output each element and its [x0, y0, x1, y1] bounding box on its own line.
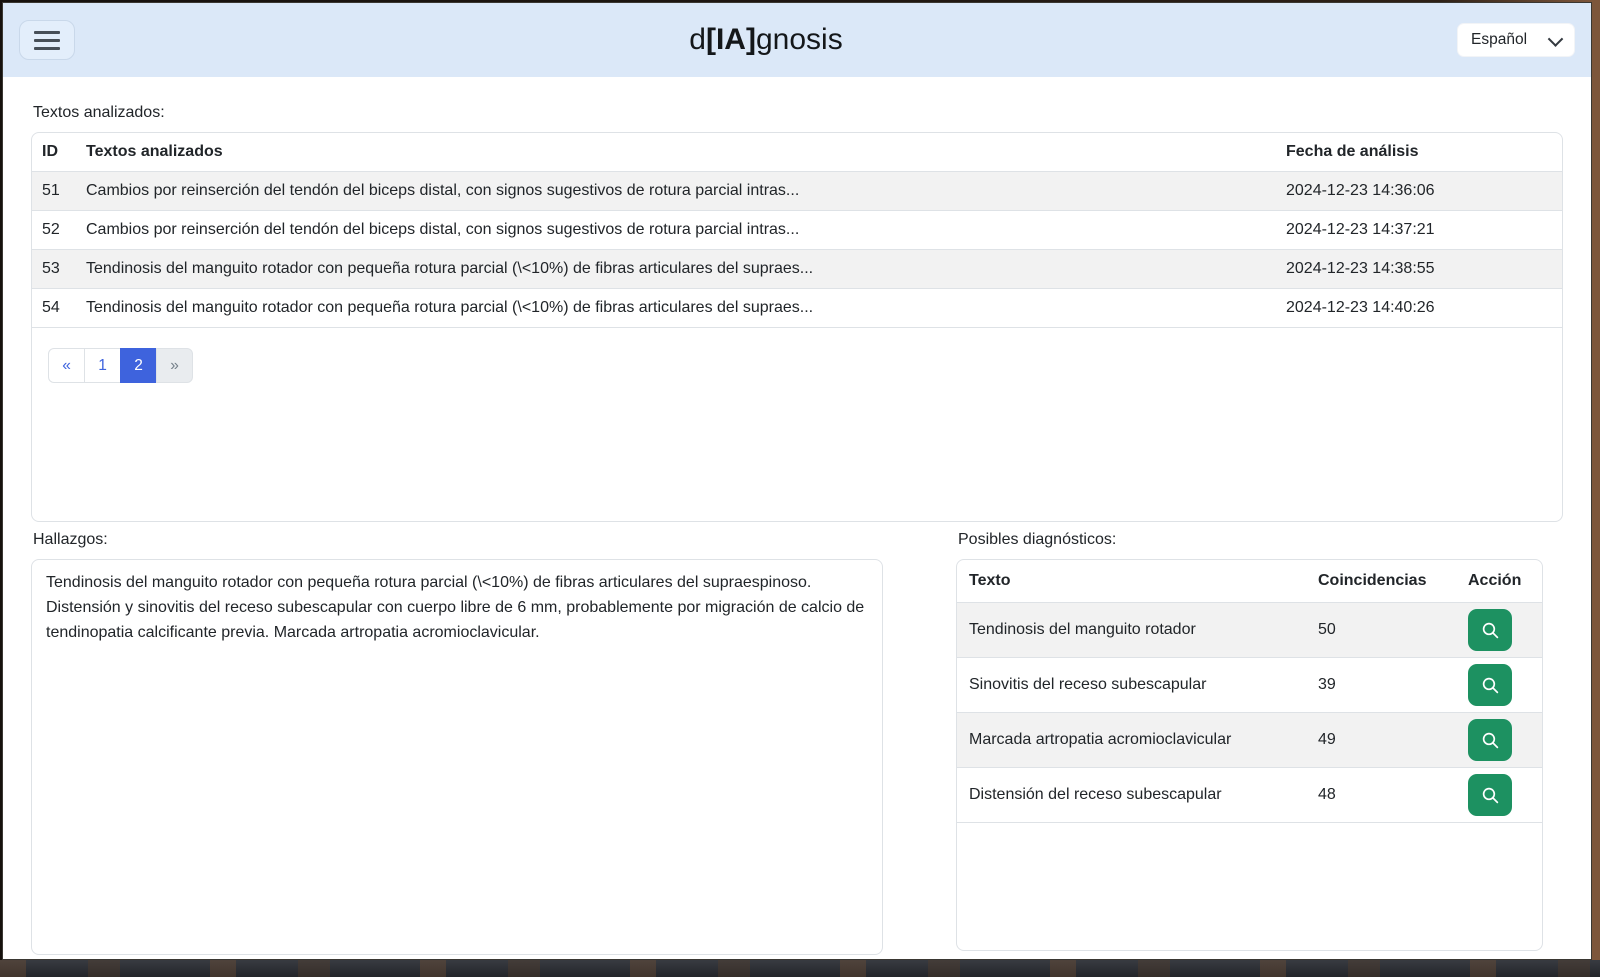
column-header-text: Textos analizados — [76, 133, 1276, 172]
main-content — [3, 77, 1591, 955]
diagnosis-row — [957, 713, 1542, 768]
diagnosis-text: Marcada artropatia acromioclavicular — [957, 713, 1306, 768]
search-icon — [1481, 786, 1500, 805]
pagination-page-2-active[interactable]: 2 — [120, 348, 157, 383]
language-select-value: Español — [1471, 31, 1528, 48]
pagination-next-button[interactable]: » — [156, 348, 193, 383]
findings-label: Hallazgos: — [33, 531, 108, 548]
findings-block — [31, 530, 883, 955]
row-id: 51 — [32, 172, 76, 211]
diagnoses-label: Posibles diagnósticos: — [958, 531, 1117, 548]
app-header — [3, 3, 1591, 77]
column-header-diagnosis-text: Texto — [957, 560, 1306, 603]
column-header-id: ID — [32, 133, 76, 172]
page-title — [75, 23, 1457, 57]
table-row[interactable] — [32, 172, 1562, 211]
row-date: 2024-12-23 14:38:55 — [1276, 250, 1562, 289]
column-header-matches: Coincidencias — [1306, 560, 1456, 603]
title-post: gnosis — [755, 23, 843, 56]
analyzed-texts-card — [31, 132, 1563, 522]
diagnoses-header-row — [957, 560, 1542, 603]
diagnoses-card — [956, 559, 1543, 951]
table-row[interactable] — [32, 211, 1562, 250]
diagnosis-text: Sinovitis del receso subescapular — [957, 658, 1306, 713]
title-bold: [IA] — [705, 23, 756, 56]
search-icon — [1481, 731, 1500, 750]
chevron-down-icon — [1548, 31, 1564, 47]
diagnosis-matches: 49 — [1306, 713, 1456, 768]
row-id: 53 — [32, 250, 76, 289]
search-icon — [1481, 621, 1500, 640]
menu-button[interactable] — [19, 20, 75, 60]
analyzed-header-row — [32, 133, 1562, 172]
row-date: 2024-12-23 14:40:26 — [1276, 289, 1562, 328]
row-text: Cambios por reinserción del tendón del biceps distal, con signos sugestivos de rotura parcial intras... — [76, 211, 1276, 250]
pagination — [48, 348, 193, 383]
diagnoses-table — [957, 560, 1542, 823]
table-row[interactable] — [32, 289, 1562, 328]
table-row[interactable] — [32, 250, 1562, 289]
column-header-date: Fecha de análisis — [1276, 133, 1562, 172]
analyzed-texts-table — [32, 133, 1562, 328]
row-text: Tendinosis del manguito rotador con pequeña rotura parcial (\<10%) de fibras articulares del supraes... — [76, 289, 1276, 328]
diagnosis-matches: 50 — [1306, 603, 1456, 658]
search-diagnosis-button[interactable] — [1468, 774, 1512, 816]
bottom-section — [31, 530, 1563, 955]
diagnosis-row — [957, 603, 1542, 658]
findings-textarea[interactable]: Tendinosis del manguito rotador con pequeña rotura parcial (\<10%) de fibras articulares del supraespinoso. Distensión y sinovitis del receso subescapular con cuerpo libre de 6 mm, probablemente por migración de calcio de tendinopatia calcificante previa. Marcada artropatia acromioclavicular. — [31, 559, 883, 955]
diagnosis-text: Tendinosis del manguito rotador — [957, 603, 1306, 658]
diagnosis-matches: 48 — [1306, 768, 1456, 823]
row-date: 2024-12-23 14:37:21 — [1276, 211, 1562, 250]
pagination-first-button[interactable]: « — [48, 348, 85, 383]
app-window — [2, 2, 1592, 960]
row-id: 54 — [32, 289, 76, 328]
diagnosis-row — [957, 768, 1542, 823]
language-select[interactable] — [1457, 23, 1575, 57]
row-id: 52 — [32, 211, 76, 250]
row-text: Tendinosis del manguito rotador con pequeña rotura parcial (\<10%) de fibras articulares del supraes... — [76, 250, 1276, 289]
analyzed-texts-label: Textos analizados: — [33, 104, 165, 121]
diagnoses-block — [956, 530, 1543, 955]
pagination-page-1[interactable]: 1 — [84, 348, 121, 383]
search-diagnosis-button[interactable] — [1468, 719, 1512, 761]
column-header-action: Acción — [1456, 560, 1542, 603]
title-pre: d — [689, 23, 706, 56]
row-date: 2024-12-23 14:36:06 — [1276, 172, 1562, 211]
search-icon — [1481, 676, 1500, 695]
diagnosis-text: Distensión del receso subescapular — [957, 768, 1306, 823]
diagnosis-row — [957, 658, 1542, 713]
search-diagnosis-button[interactable] — [1468, 609, 1512, 651]
search-diagnosis-button[interactable] — [1468, 664, 1512, 706]
diagnosis-matches: 39 — [1306, 658, 1456, 713]
row-text: Cambios por reinserción del tendón del biceps distal, con signos sugestivos de rotura parcial intras... — [76, 172, 1276, 211]
